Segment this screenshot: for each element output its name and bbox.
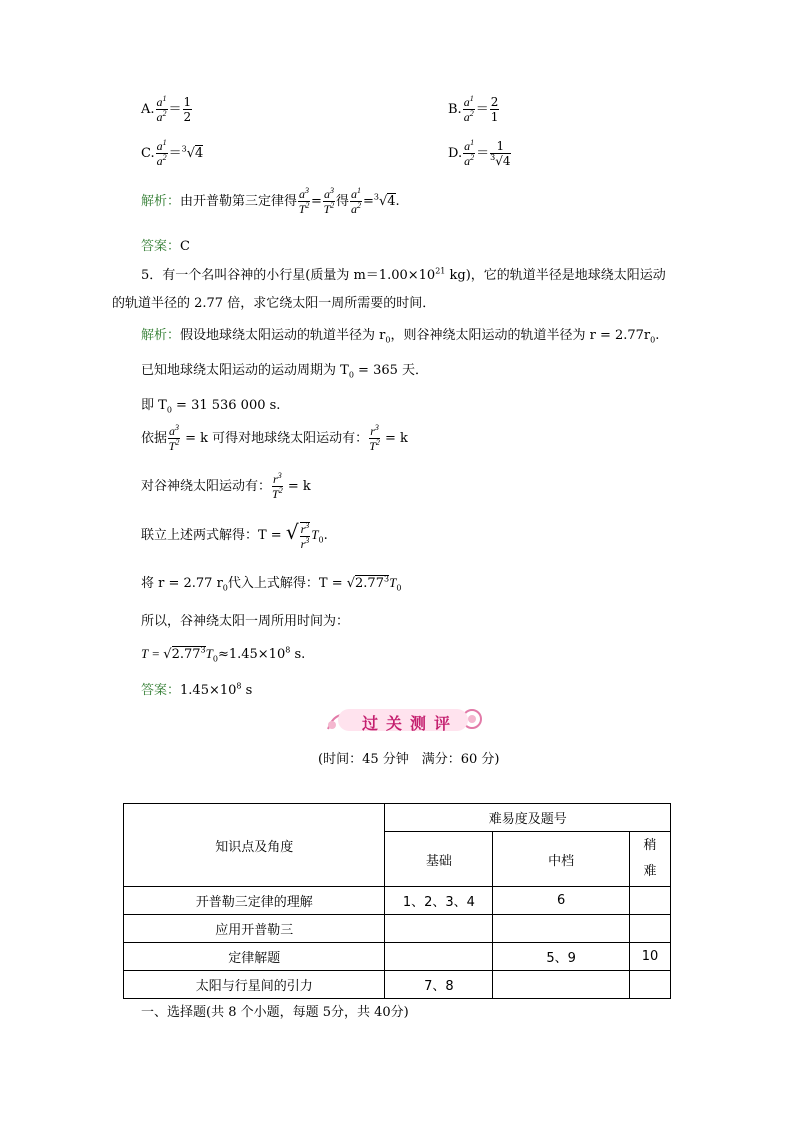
q5-answer: 答案：$1.45\times 10^8$ s xyxy=(141,681,253,698)
table-row: 开普勒三定律的理解 1、2、3、4 6 xyxy=(124,887,671,915)
exam-meta: (时间：45 分钟 满分：60 分) xyxy=(318,752,500,767)
option-b: B. $\frac{a^1}{a^2}$ ＝ $\frac{2}{1}$ xyxy=(448,94,499,124)
option-b-label: B. xyxy=(448,102,462,117)
option-b-num: 2 xyxy=(490,95,499,109)
q5-analysis-line6: 联立上述两式解得：T = √ $\frac{r^3}{r^3}$ $T_0$. xyxy=(141,520,328,551)
q5-analysis-line2: 已知地球绕太阳运动的运动周期为 $T_0 = 365$ 天． xyxy=(141,363,429,380)
option-b-den: 1 xyxy=(490,110,499,124)
option-c-val: 4 xyxy=(195,146,204,161)
table-row: 应用开普勒三 xyxy=(124,915,671,943)
q5-answer-value: 1.45×10 xyxy=(180,683,237,698)
section-banner xyxy=(322,703,492,737)
option-a-num: 1 xyxy=(183,95,192,109)
table-row: 太阳与行星间的引力 7、8 xyxy=(124,971,671,999)
option-c: C. $\frac{a^1}{a^2}$ ＝$^3$√4 xyxy=(141,138,204,168)
header-difficulty: 难易度及题号 xyxy=(385,804,671,832)
q5-analysis-line7: 将 r = 2.77 $r_0$代入上式解得：$T = √2.77^3T_0$ xyxy=(141,574,402,593)
q5-analysis-line8: 所以，谷神绕太阳一周所用时间为： xyxy=(141,614,350,629)
q4-answer xyxy=(141,235,190,254)
q4-answer-label: 答案： xyxy=(141,239,181,254)
section-title: 一、选择题(共 8 个小题，每题 5分，共 40分) xyxy=(141,1005,409,1020)
knowledge-table xyxy=(123,803,671,999)
option-d-label: D. xyxy=(448,146,463,161)
q5-analysis-line3: 即 $T_0 = 31$ 536 000 s. xyxy=(141,398,281,415)
option-d-num: 1 xyxy=(490,140,510,154)
q5-analysis-line5: 对谷神绕太阳运动有： $\frac{r^3}{T^2}$ = k xyxy=(141,471,311,501)
header-knowledge: 知识点及角度 xyxy=(124,804,385,887)
q5-analysis-line9: $T = √2.77^3T_0\approx 1.45\times 10^8$ s. xyxy=(141,645,306,664)
option-a: A. $\frac{a^1}{a^2}$ ＝ $\frac{1}{2}$ xyxy=(141,94,192,124)
banner-title: 过关测评 xyxy=(362,714,459,733)
header-basic: 基础 xyxy=(385,832,493,887)
table-row: 定律解题 5、9 10 xyxy=(124,943,671,971)
option-d-den: 4 xyxy=(502,154,511,168)
option-d: D. $\frac{a^1}{a^2}$ ＝ $\frac{1}{^3√4}$ xyxy=(448,138,511,168)
header-medium: 中档 xyxy=(493,832,630,887)
q5-stem-line2: 的轨道半径的 2.77 倍，求它绕太阳一周所需要的时间． xyxy=(112,296,436,311)
q5-analysis-line1: 解析：假设地球绕太阳运动的轨道半径为 $r_0$，则谷神绕太阳运动的轨道半径为 $r = 2.77r_0$. xyxy=(141,328,660,345)
q5-stem-line1: 5．有一个名叫谷神的小行星(质量为 $m=1.00\times 10^{21}$ kg)，它的轨道半径是地球绕太阳运动 xyxy=(141,266,666,283)
q4-analysis-label: 解析： xyxy=(141,194,181,209)
q5-analysis-line4: 依据 $\frac{a^3}{T^2}$ = k 可得对地球绕太阳运动有： $\frac{r^3}{T^2}$ = k xyxy=(141,423,408,453)
q5-analysis-label: 解析： xyxy=(141,328,181,343)
option-c-label: C. xyxy=(141,146,155,161)
q4-answer-value: C xyxy=(180,239,190,254)
q4-analysis: 解析：由开普勒第三定律得 $\frac{a^3}{T^2}$ = $\frac{a^3}{T^2}$ 得 $\frac{a^1}{a^2}$ =$^3$√4. xyxy=(141,186,400,216)
q5-answer-label: 答案： xyxy=(141,683,181,698)
header-hard: 稍 难 xyxy=(630,832,671,887)
option-a-label: A. xyxy=(141,102,155,117)
option-a-den: 2 xyxy=(183,110,192,124)
